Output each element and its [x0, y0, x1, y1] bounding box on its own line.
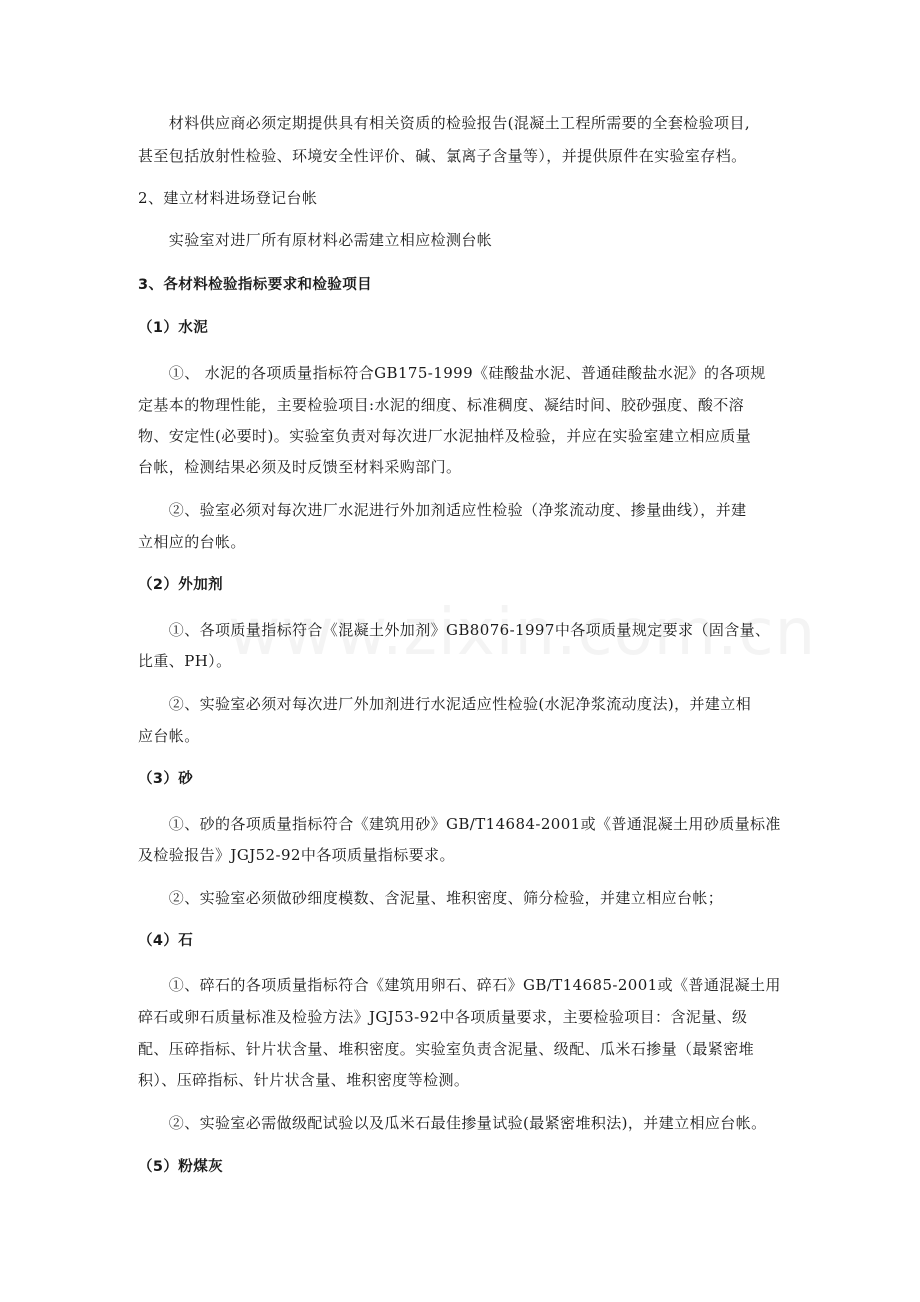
cement-item1-line-3: 物、安定性(必要时)。实验室负责对每次进厂水泥抽样及检验，并应在实验室建立相应质量 [138, 427, 752, 445]
cement-item1-line-4: 台帐，检测结果必须及时反馈至材料采购部门。 [138, 458, 462, 476]
stone-item1-line-2: 碎石或卵石质量标准及检验方法》JGJ53-92中各项质量要求，主要检验项目：含泥量、级 [138, 1008, 748, 1026]
cement-item2-line-2: 立相应的台帐。 [138, 533, 246, 551]
subheading-stone: （4）石 [138, 933, 194, 949]
subheading-fly-ash: （5）粉煤灰 [138, 1159, 223, 1175]
admixture-item2-line-2: 应台帐。 [138, 727, 200, 745]
sand-item2: ②、实验室必须做砂细度模数、含泥量、堆积密度、筛分检验，并建立相应台帐； [138, 889, 724, 907]
admixture-item1-line-2: 比重、PH）。 [138, 652, 232, 670]
para-supplier-line-1: 材料供应商必须定期提供具有相关资质的检验报告(混凝土工程所需要的全套检验项目, [138, 114, 751, 132]
subheading-cement: （1）水泥 [138, 320, 209, 336]
admixture-item1-line-1: ①、各项质量指标符合《混凝土外加剂》GB8076-1997中各项质量规定要求（固含量、 [138, 621, 771, 639]
subheading-admixture: （2）外加剂 [138, 577, 223, 593]
stone-item2: ②、实验室必需做级配试验以及瓜米石最佳掺量试验(最紧密堆积法)，并建立相应台帐。 [138, 1114, 767, 1132]
para-ledger: 实验室对进厂所有原材料必需建立相应检测台帐 [138, 231, 493, 249]
para-supplier-line-2: 甚至包括放射性检验、环境安全性评价、碱、氯离子含量等），并提供原件在实验室存档。 [138, 147, 747, 165]
subheading-sand: （3）砂 [138, 771, 194, 787]
stone-item1-line-3: 配、压碎指标、针片状含量、堆积密度。实验室负责含泥量、级配、瓜米石掺量（最紧密堆 [138, 1040, 755, 1058]
heading-2: 2、建立材料进场登记台帐 [138, 189, 318, 207]
cement-item2-line-1: ②、验室必须对每次进厂水泥进行外加剂适应性检验（净浆流动度、掺量曲线），并建 [138, 501, 747, 519]
admixture-item2-line-1: ②、实验室必须对每次进厂外加剂进行水泥适应性检验(水泥净浆流动度法)，并建立相 [138, 695, 752, 713]
stone-item1-line-4: 积）、压碎指标、针片状含量、堆积密度等检测。 [138, 1071, 470, 1089]
sand-item1-line-2: 及检验报告》JGJ52-92中各项质量指标要求。 [138, 846, 455, 864]
sand-item1-line-1: ①、砂的各项质量指标符合《建筑用砂》GB/T14684-2001或《普通混凝土用砂质量标准 [138, 815, 781, 833]
cement-item1-line-1: ①、 水泥的各项质量指标符合GB175-1999《硅酸盐水泥、普通硅酸盐水泥》的各项规 [138, 364, 766, 382]
cement-item1-line-2: 定基本的物理性能，主要检验项目:水泥的细度、标准稠度、凝结时间、胶砂强度、酸不溶 [138, 396, 745, 414]
stone-item1-line-1: ①、碎石的各项质量指标符合《建筑用卵石、碎石》GB/T14685-2001或《普通混凝土用 [138, 976, 781, 994]
heading-3: 3、各材料检验指标要求和检验项目 [138, 277, 372, 293]
